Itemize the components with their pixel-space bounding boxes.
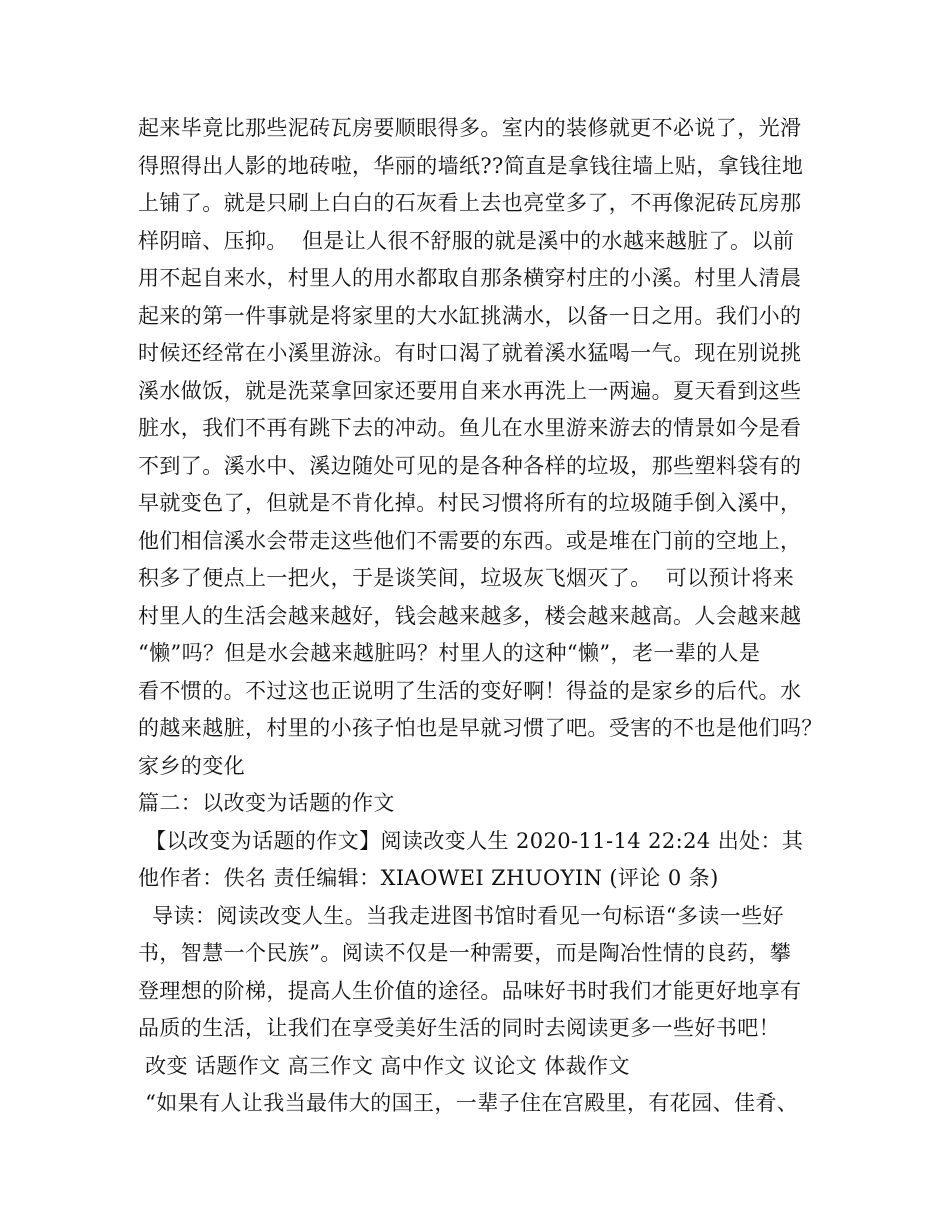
text-line: 起来毕竟比那些泥砖瓦房要顺眼得多。室内的装修就更不必说了，光滑 — [138, 116, 802, 140]
text-line: 村里人的生活会越来越好，钱会越来越多，楼会越来越高。人会越来越 — [138, 603, 802, 628]
text-line: 早就变色了，但就是不肯化掉。村民习惯将所有的垃圾随手倒入溪中， — [138, 491, 802, 515]
text-line: 看不惯的。不过这也正说明了生活的变好啊！得益的是家乡的后代。水 — [138, 678, 802, 703]
text-line: 得照得出人影的地砖啦，华丽的墙纸??简直是拿钱往墙上贴，拿钱往地 — [138, 153, 804, 178]
text-line: 上铺了。就是只刷上白白的石灰看上去也亮堂多了，不再像泥砖瓦房那 — [138, 191, 802, 215]
text-line: “如果有人让我当最伟大的国王，一辈子住在宫殿里，有花园、佳肴、 — [138, 1091, 799, 1115]
text-line: 登理想的阶梯，提高人生价值的途径。品味好书时我们才能更好地享有 — [138, 978, 802, 1003]
article-meta-line: 他作者：佚名 责任编辑：XIAOWEI ZHUOYIN (评论 0 条) — [138, 866, 719, 890]
text-line: “懒”吗？但是水会越来越脏吗？村里人的这种“懒”，老一辈的人是 — [138, 641, 761, 665]
text-line: 导读：阅读改变人生。当我走进图书馆时看见一句标语“多读一些好 — [138, 903, 784, 928]
text-line: 不到了。溪水中、溪边随处可见的是各种各样的垃圾，那些塑料袋有的 — [138, 453, 802, 478]
text-line: 书，智慧一个民族”。阅读不仅是一种需要，而是陶冶性情的良药，攀 — [138, 941, 792, 965]
tags-line: 改变 话题作文 高三作文 高中作文 议论文 体裁作文 — [138, 1053, 630, 1078]
text-line: 样阴暗、压抑。 但是让人很不舒服的就是溪中的水越来越脏了。以前 — [138, 228, 795, 253]
text-line: 品质的生活，让我们在享受美好生活的同时去阅读更多一些好书吧！ — [138, 1016, 780, 1040]
text-line: 积多了便点上一把火，于是谈笑间，垃圾灰飞烟灭了。 可以预计将来 — [138, 566, 795, 590]
section-title: 家乡的变化 — [138, 753, 245, 778]
text-line: 起来的第一件事就是将家里的大水缸挑满水，以备一日之用。我们小的 — [138, 303, 802, 328]
text-line: 溪水做饭，就是洗菜拿回家还要用自来水再洗上一两遍。夏天看到这些 — [138, 378, 802, 403]
text-line: 他们相信溪水会带走这些他们不需要的东西。或是堆在门前的空地上， — [138, 528, 802, 553]
text-line: 的越来越脏，村里的小孩子怕也是早就习惯了吧。受害的不也是他们吗？ — [138, 716, 823, 740]
text-line: 脏水，我们不再有跳下去的冲动。鱼儿在水里游来游去的情景如今是看 — [138, 416, 802, 440]
article-meta-line: 【以改变为话题的作文】阅读改变人生 2020-11-14 22:24 出处：其 — [138, 828, 804, 853]
text-line: 用不起自来水，村里人的用水都取自那条横穿村庄的小溪。村里人清晨 — [138, 266, 802, 290]
text-line: 时候还经常在小溪里游泳。有时口渴了就着溪水猛喝一气。现在别说挑 — [138, 341, 802, 365]
document-body — [138, 110, 838, 1123]
section-heading: 篇二：以改变为话题的作文 — [138, 791, 395, 815]
